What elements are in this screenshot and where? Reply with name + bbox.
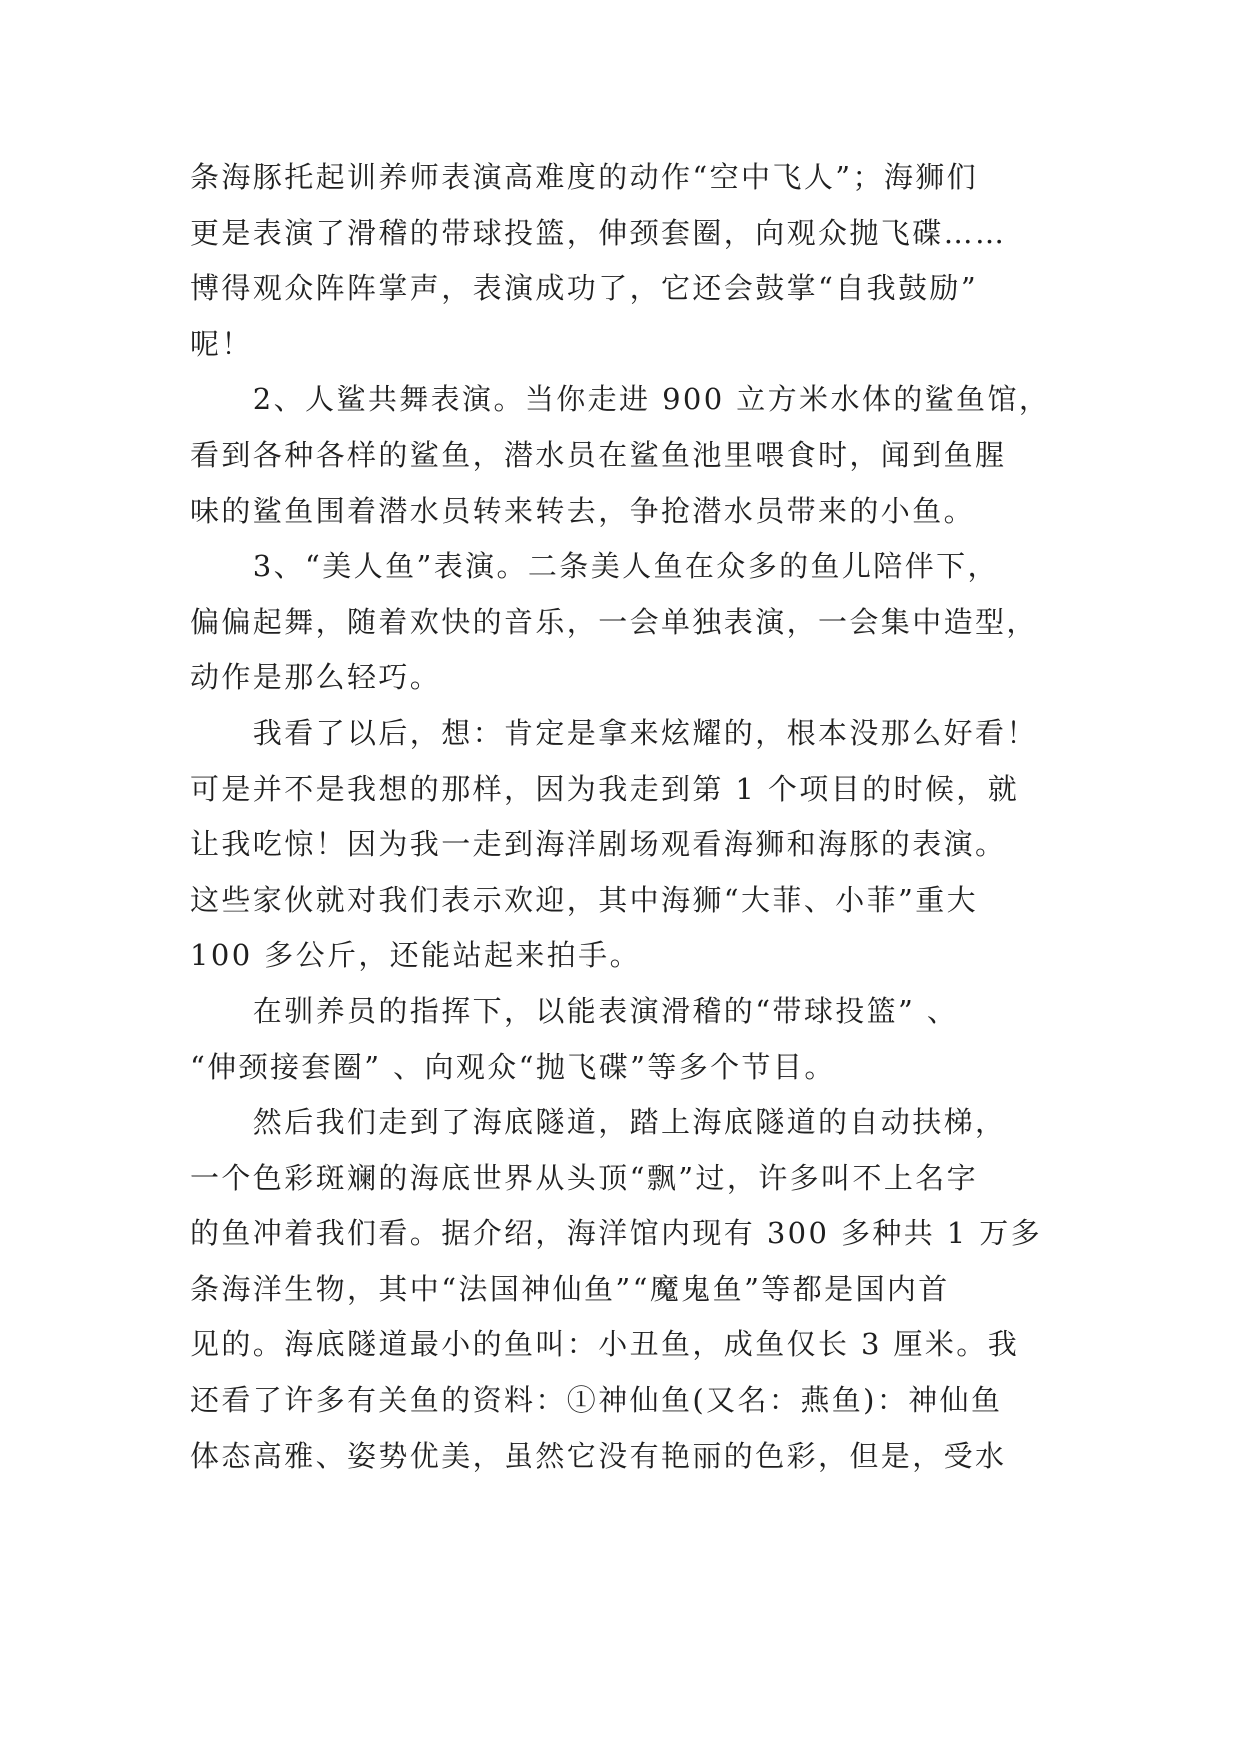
- text-line: 2、人鲨共舞表演。当你走进 900 立方米水体的鲨鱼馆，: [190, 382, 1051, 417]
- text-line: 的鱼冲着我们看。据介绍，海洋馆内现有 300 多种共 1 万多: [190, 1216, 1043, 1251]
- text-line: 动作是那么轻巧。: [190, 660, 442, 695]
- text-line: 条海豚托起训养师表演高难度的动作“空中飞人”；海狮们: [190, 160, 979, 194]
- text-line: 3、“美人鱼”表演。二条美人鱼在众多的鱼儿陪伴下，: [190, 549, 999, 584]
- text-line: 还看了许多有关鱼的资料：①神仙鱼(又名：燕鱼)：神仙鱼: [190, 1383, 1003, 1418]
- text-line: 条海洋生物，其中“法国神仙鱼”“魔鬼鱼”等都是国内首: [190, 1271, 950, 1306]
- paragraph-first-impression: [190, 706, 1070, 984]
- text-line: 见的。海底隧道最小的鱼叫：小丑鱼，成鱼仅长 3 厘米。我: [190, 1327, 1020, 1362]
- text-line: 然后我们走到了海底隧道，踏上海底隧道的自动扶梯，: [190, 1105, 1007, 1140]
- paragraph-shark-dance: [190, 372, 1070, 539]
- text-line: 这些家伙就对我们表示欢迎，其中海狮“大菲、小菲”重大: [190, 882, 979, 917]
- text-line: 味的鲨鱼围着潜水员转来转去，争抢潜水员带来的小鱼。: [190, 493, 976, 528]
- text-line: 一个色彩斑斓的海底世界从头顶“飘”过，许多叫不上名字: [190, 1160, 979, 1195]
- paragraph-trainer-program: [190, 984, 1070, 1095]
- text-line: 看到各种各样的鲨鱼，潜水员在鲨鱼池里喂食时，闻到鱼腥: [190, 437, 1007, 472]
- paragraph-mermaid-show: [190, 539, 1070, 706]
- text-line: “伸颈接套圈” 、向观众“抛飞碟”等多个节目。: [190, 1049, 836, 1084]
- text-line: 博得观众阵阵掌声，表演成功了，它还会鼓掌“自我鼓励”: [190, 271, 979, 306]
- paragraph-undersea-tunnel: [190, 1095, 1070, 1484]
- document-body: [190, 150, 1070, 1484]
- text-line: 偏偏起舞，随着欢快的音乐，一会单独表演，一会集中造型，: [190, 604, 1038, 639]
- text-line: 在驯养员的指挥下，以能表演滑稽的“带球投篮” 、: [190, 993, 959, 1028]
- text-line: 呢！: [190, 326, 253, 361]
- text-line: 让我吃惊！因为我一走到海洋剧场观看海狮和海豚的表演。: [190, 827, 1007, 862]
- text-line: 可是并不是我想的那样，因为我走到第 1 个项目的时候，就: [190, 771, 1020, 806]
- text-line: 更是表演了滑稽的带球投篮，伸颈套圈，向观众抛飞碟……: [190, 215, 1007, 250]
- paragraph-dolphin-sealion-show: [190, 150, 1070, 372]
- text-line: 100 多公斤，还能站起来拍手。: [190, 938, 641, 973]
- text-line: 体态高雅、姿势优美，虽然它没有艳丽的色彩，但是，受水: [190, 1438, 1007, 1473]
- text-line: 我看了以后，想：肯定是拿来炫耀的，根本没那么好看！: [190, 715, 1038, 750]
